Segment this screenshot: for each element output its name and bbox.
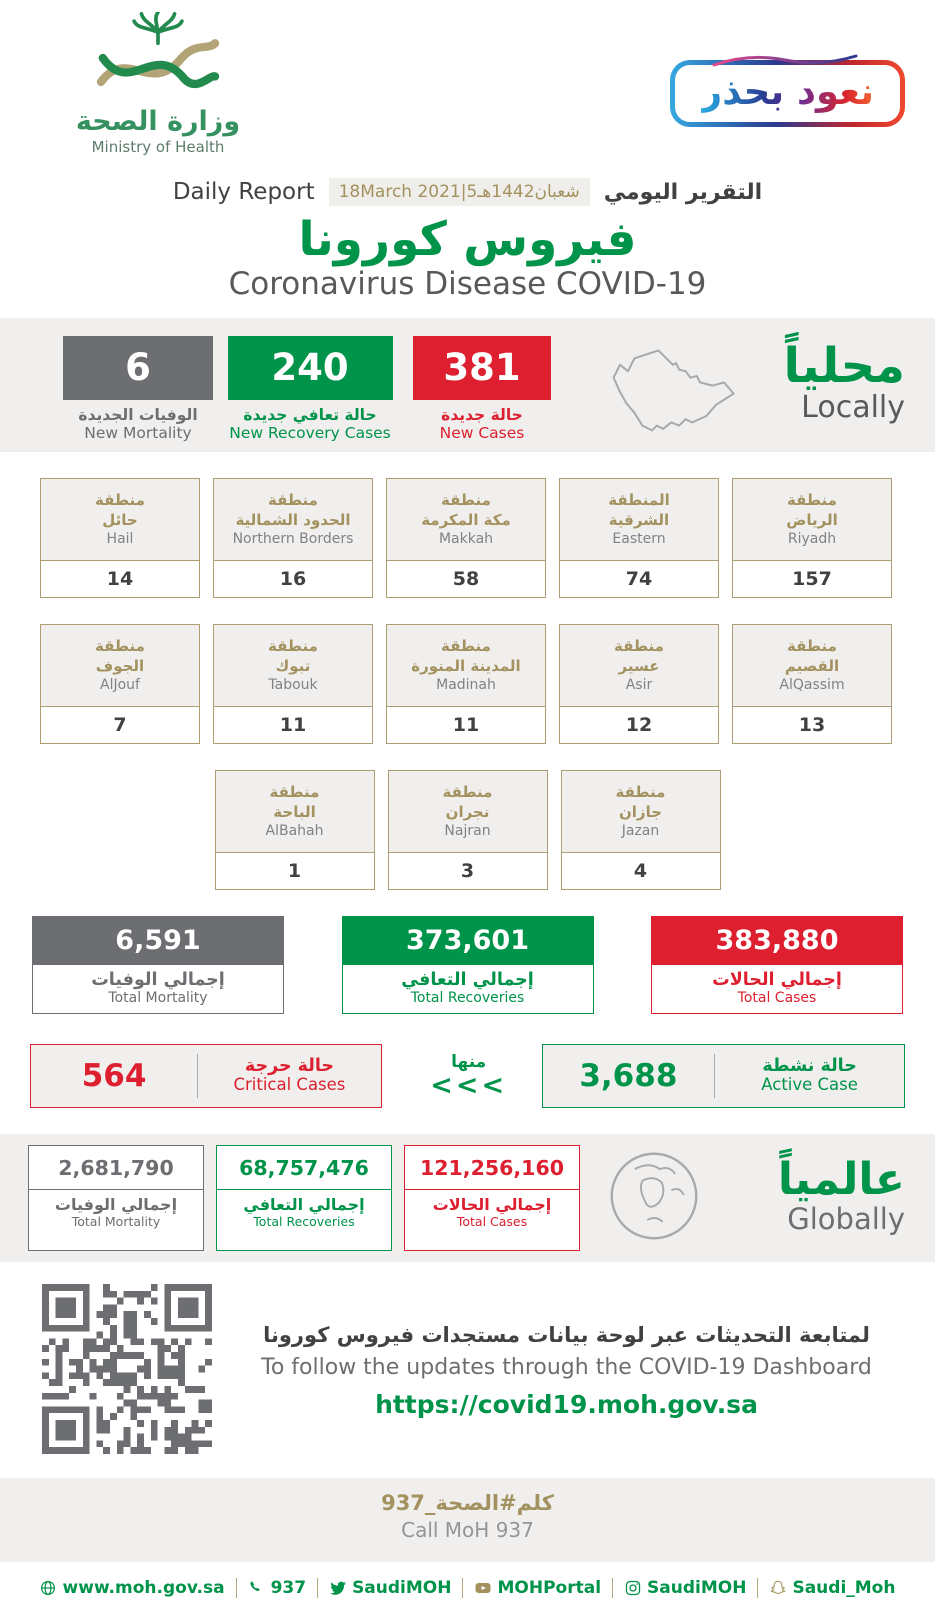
region-name: منطقة عسير Asir	[560, 625, 718, 707]
total-cases-box: 383,880 إجمالي الحالات Total Cases	[651, 916, 903, 1014]
totals-row	[0, 916, 935, 1014]
region-name: منطقة الباحة AlBahah	[216, 771, 374, 853]
badge-text: نعود بحذر	[700, 70, 874, 113]
region-name: منطقة الجوف AlJouf	[41, 625, 199, 707]
call-moh-english: Call MoH 937	[401, 1517, 534, 1542]
critical-cases-value: 564	[81, 1057, 147, 1094]
global-mortality-box: 2,681,790 إجمالي الوفيات Total Mortality	[28, 1145, 204, 1251]
region-name: منطقة جازان Jazan	[562, 771, 720, 853]
call-moh-section	[0, 1478, 935, 1562]
regions-grid	[0, 452, 935, 890]
active-cases-value: 3,688	[579, 1057, 678, 1094]
logo-title-english: Ministry of Health	[91, 138, 225, 157]
region-card	[40, 478, 200, 598]
global-cases-box: 121,256,160 إجمالي الحالات Total Cases	[404, 1145, 580, 1251]
global-mortality-value: 2,681,790	[29, 1146, 203, 1190]
global-recoveries-value: 68,757,476	[217, 1146, 391, 1190]
badge-swoosh-icon	[710, 51, 860, 73]
region-name: منطقة المدينة المنورة Madinah	[387, 625, 545, 707]
status-row	[0, 1044, 935, 1108]
region-name: منطقة القصيم AlQassim	[733, 625, 891, 707]
global-cases-value: 121,256,160	[405, 1146, 579, 1190]
region-card	[386, 624, 546, 744]
left-arrows-icon: <<<	[430, 1070, 508, 1102]
region-count: 16	[279, 567, 307, 590]
total-mortality-value: 6,591	[33, 917, 283, 965]
dashboard-section	[0, 1262, 935, 1472]
footer-link-saudimoh[interactable]: SaudiMOH	[612, 1578, 757, 1598]
total-cases-value: 383,880	[652, 917, 902, 965]
locally-section	[0, 318, 935, 452]
region-name: منطقة نجران Najran	[389, 771, 547, 853]
active-cases-box: 3,688 حالة نشطة Active Case	[542, 1044, 905, 1108]
region-count: 4	[633, 859, 648, 882]
region-count: 7	[113, 713, 127, 736]
region-card	[559, 478, 719, 598]
new-mortality-stat: 6 الوفيات الجديدة New Mortality	[52, 336, 224, 442]
region-name: منطقة تبوك Tabouk	[214, 625, 372, 707]
region-count: 13	[798, 713, 826, 736]
footer-link-mohportal[interactable]: MOHPortal	[462, 1578, 612, 1598]
header	[0, 0, 935, 178]
new-mortality-value: 6	[125, 346, 151, 390]
locally-label: محلياً Locally	[783, 337, 905, 425]
return-with-caution-badge	[670, 60, 905, 127]
region-count: 14	[106, 567, 134, 590]
region-card	[215, 770, 375, 890]
region-row-1	[40, 478, 895, 598]
of-which-label: منها <<<	[396, 1052, 542, 1099]
new-recovery-stat: 240 حالة تعافي جديدة New Recovery Cases	[224, 336, 396, 442]
region-count: 1	[287, 859, 302, 882]
region-row-3	[40, 770, 895, 890]
region-name: منطقة الرياض Riyadh	[733, 479, 891, 561]
region-count: 12	[625, 713, 653, 736]
title-block	[0, 178, 935, 302]
globe-icon	[606, 1148, 702, 1248]
globally-section	[0, 1134, 935, 1262]
region-card	[732, 624, 892, 744]
report-date: 18March 2021|5شعبان1442هـ	[329, 178, 590, 206]
global-recoveries-box: 68,757,476 إجمالي التعافي Total Recoveries	[216, 1145, 392, 1251]
globally-label: عالمياً Globally	[777, 1154, 905, 1237]
report-line	[0, 178, 935, 206]
region-card	[388, 770, 548, 890]
footer-link-www-moh-gov-sa[interactable]: www.moh.gov.sa	[29, 1578, 236, 1598]
total-mortality-box: 6,591 إجمالي الوفيات Total Mortality	[32, 916, 284, 1014]
region-name: منطقة حائل Hail	[41, 479, 199, 561]
dashboard-link[interactable]: https://covid19.moh.gov.sa	[375, 1389, 758, 1419]
region-count: 74	[625, 567, 653, 590]
region-count: 157	[792, 567, 832, 590]
footer-link-937[interactable]: 937	[236, 1578, 318, 1598]
new-cases-value: 381	[443, 346, 521, 390]
critical-cases-box: 564 حالة حرجة Critical Cases	[30, 1044, 382, 1108]
region-count: 58	[452, 567, 480, 590]
total-recoveries-box: 373,601 إجمالي التعافي Total Recoveries	[342, 916, 594, 1014]
total-recoveries-value: 373,601	[343, 917, 593, 965]
region-count: 11	[452, 713, 480, 736]
region-count: 3	[460, 859, 475, 882]
qr-code	[42, 1284, 212, 1458]
footer-links	[0, 1562, 935, 1598]
region-name: منطقة الحدود الشمالية Northern Borders	[214, 479, 372, 561]
daily-report-arabic: التقرير اليومي	[603, 179, 763, 205]
region-name: المنطقة الشرقية Eastern	[560, 479, 718, 561]
new-recovery-value: 240	[271, 346, 349, 390]
region-card	[213, 624, 373, 744]
saudi-arabia-map-icon	[582, 336, 754, 452]
dashboard-text-english: To follow the updates through the COVID-19 Dashboard	[261, 1354, 872, 1380]
call-moh-arabic: كلم#الصحة_937	[381, 1490, 554, 1515]
logo-title-arabic: وزارة الصحة	[75, 106, 241, 137]
footer-link-saudimoh[interactable]: SaudiMOH	[317, 1578, 462, 1598]
region-count: 11	[279, 713, 307, 736]
region-card	[559, 624, 719, 744]
region-card	[561, 770, 721, 890]
region-card	[732, 478, 892, 598]
daily-report-english: Daily Report	[172, 179, 315, 205]
region-card	[40, 624, 200, 744]
region-card	[213, 478, 373, 598]
moh-logo	[58, 12, 258, 156]
region-card	[386, 478, 546, 598]
footer-link-saudi-moh[interactable]: Saudi_Moh	[757, 1578, 906, 1598]
page-title-arabic: فيروس كورونا	[298, 212, 637, 267]
region-row-2	[40, 624, 895, 744]
dashboard-text-arabic: لمتابعة التحديثات عبر لوحة بيانات مستجدات فيروس كورونا	[263, 1322, 870, 1347]
new-cases-stat: 381 حالة جديدة New Cases	[396, 336, 568, 442]
page-title-english: Coronavirus Disease COVID-19	[228, 265, 707, 302]
region-name: منطقة مكة المكرمة Makkah	[387, 479, 545, 561]
